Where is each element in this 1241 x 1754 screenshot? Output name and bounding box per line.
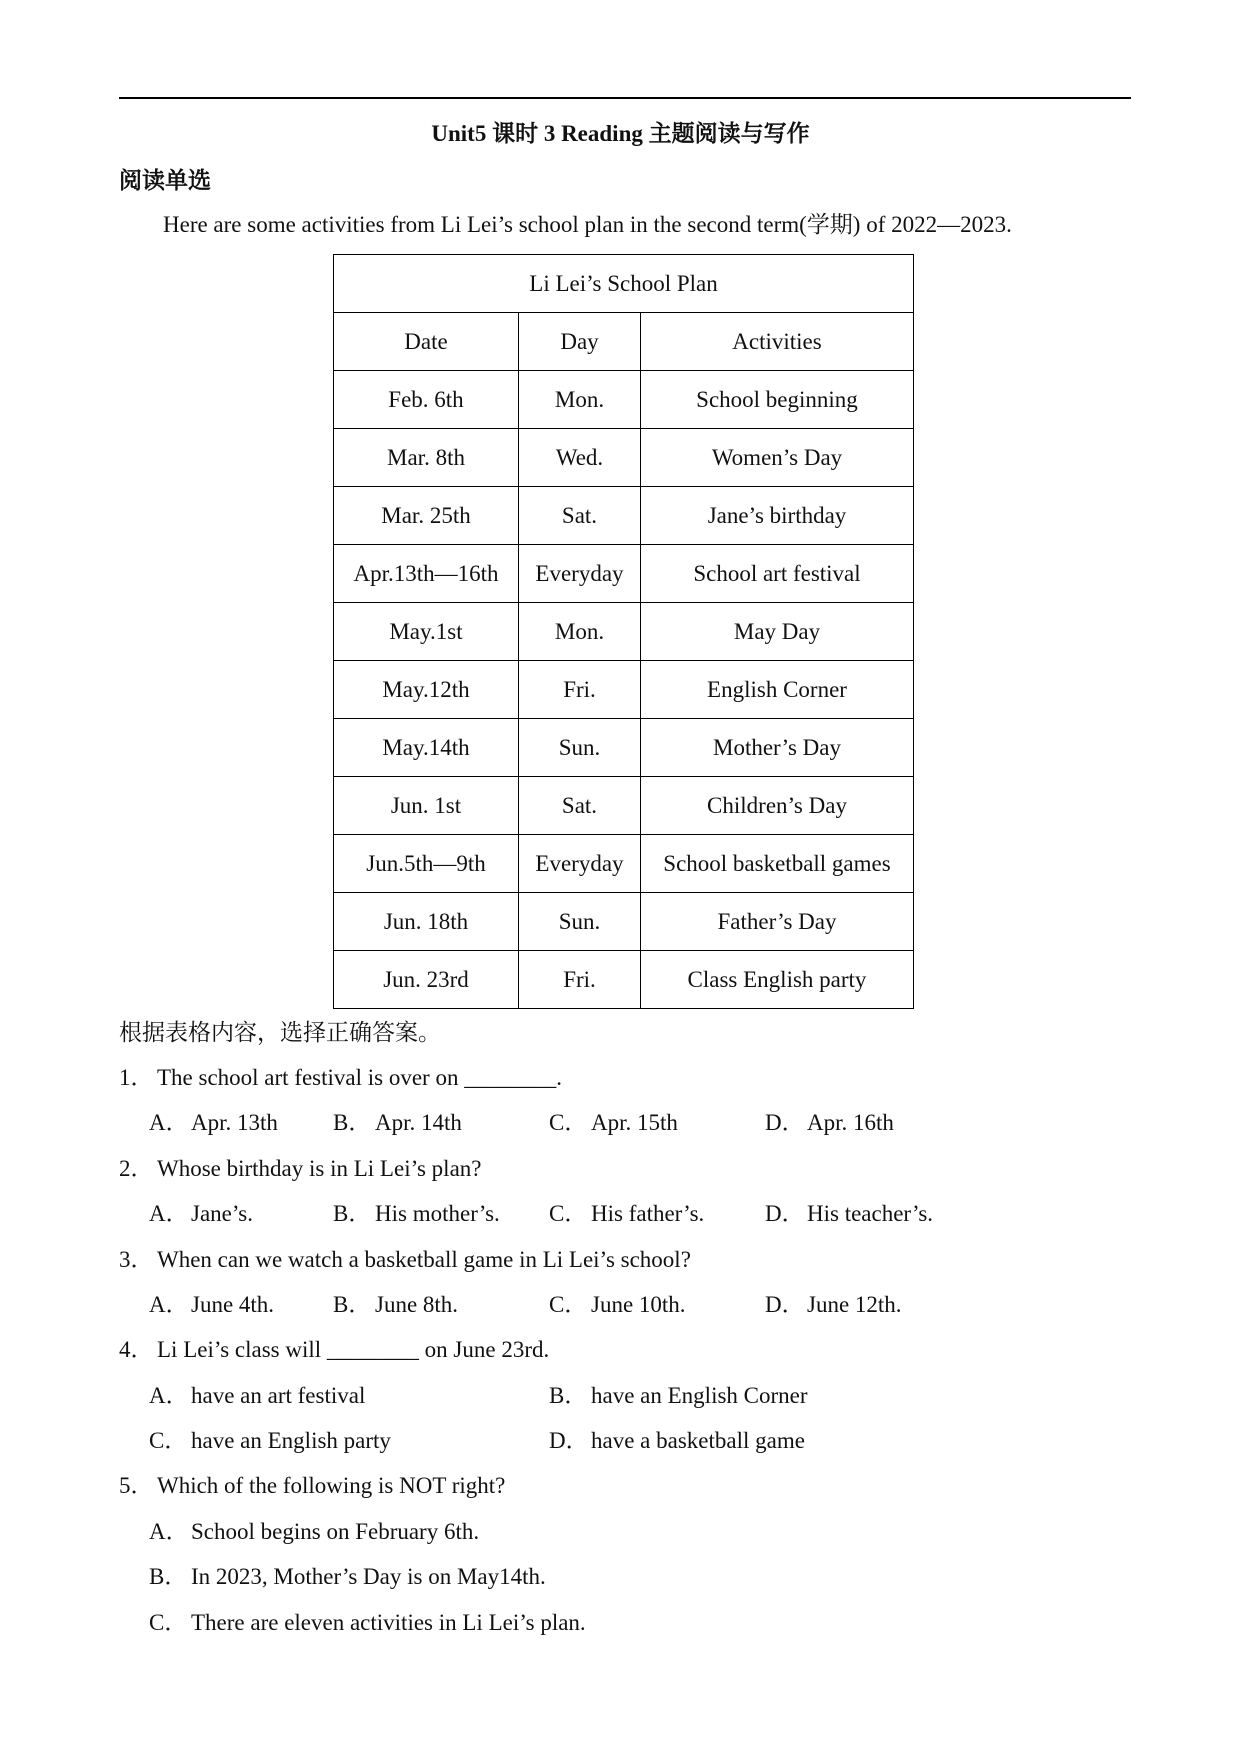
option-letter: C． — [149, 1610, 188, 1635]
question-5 — [119, 1470, 505, 1502]
option-5b[interactable] — [149, 1561, 546, 1593]
cell-activity: Women’s Day — [641, 429, 914, 487]
option-letter: C． — [549, 1110, 588, 1135]
question-3 — [119, 1244, 691, 1276]
option-text: have an art festival — [191, 1383, 366, 1408]
option-2a[interactable] — [149, 1198, 253, 1230]
question-text: When can we watch a basketball game in Li Lei’s school? — [157, 1247, 691, 1272]
cell-day: Sat. — [519, 487, 641, 545]
header-date: Date — [334, 313, 519, 371]
question-number: 3． — [119, 1247, 154, 1272]
option-text: Apr. 14th — [375, 1110, 462, 1135]
question-text: The school art festival is over on ________. — [157, 1065, 562, 1090]
cell-activity: Children’s Day — [641, 777, 914, 835]
table-row — [334, 429, 914, 487]
option-text: His teacher’s. — [807, 1201, 934, 1226]
option-text: have a basketball game — [591, 1428, 805, 1453]
option-1b[interactable] — [333, 1107, 462, 1139]
option-text: June 10th. — [591, 1292, 686, 1317]
section-heading: 阅读单选 — [119, 168, 211, 193]
cell-activity: May Day — [641, 603, 914, 661]
option-text: In 2023, Mother’s Day is on May14th. — [191, 1564, 546, 1589]
question-4 — [119, 1334, 549, 1366]
option-letter: A． — [149, 1292, 189, 1317]
table-row — [334, 545, 914, 603]
option-letter: A． — [149, 1201, 189, 1226]
question-number: 2． — [119, 1156, 154, 1181]
option-text: Apr. 15th — [591, 1110, 678, 1135]
cell-activity: Class English party — [641, 951, 914, 1009]
option-text: Apr. 13th — [191, 1110, 278, 1135]
cell-activity: English Corner — [641, 661, 914, 719]
option-letter: D． — [765, 1292, 805, 1317]
cell-date: Mar. 25th — [334, 487, 519, 545]
cell-date: Mar. 8th — [334, 429, 519, 487]
option-letter: C． — [549, 1201, 588, 1226]
header-day: Day — [519, 313, 641, 371]
option-1d[interactable] — [765, 1107, 894, 1139]
option-3b[interactable] — [333, 1289, 458, 1321]
page-title: Unit5 课时 3 Reading 主题阅读与写作 — [431, 121, 810, 146]
option-1a[interactable] — [149, 1107, 278, 1139]
option-1c[interactable] — [549, 1107, 678, 1139]
option-letter: A． — [149, 1383, 189, 1408]
cell-day: Mon. — [519, 603, 641, 661]
cell-activity: Jane’s birthday — [641, 487, 914, 545]
option-letter: D． — [765, 1110, 805, 1135]
header-rule — [119, 97, 1131, 99]
cell-activity: Father’s Day — [641, 893, 914, 951]
intro-text: Here are some activities from Li Lei’s school plan in the second term(学期) of 2022—2023. — [163, 212, 1012, 237]
option-text: have an English Corner — [591, 1383, 808, 1408]
option-text: Jane’s. — [191, 1201, 253, 1226]
question-2 — [119, 1153, 481, 1185]
cell-date: Feb. 6th — [334, 371, 519, 429]
question-number: 1． — [119, 1065, 154, 1090]
option-4b[interactable] — [549, 1380, 808, 1412]
cell-day: Wed. — [519, 429, 641, 487]
header-activities: Activities — [641, 313, 914, 371]
table-header-row — [334, 313, 914, 371]
cell-day: Everyday — [519, 545, 641, 603]
option-letter: C． — [549, 1292, 588, 1317]
option-letter: A． — [149, 1110, 189, 1135]
cell-date: May.14th — [334, 719, 519, 777]
option-text: have an English party — [191, 1428, 391, 1453]
option-2c[interactable] — [549, 1198, 704, 1230]
option-4a[interactable] — [149, 1380, 365, 1412]
option-letter: C． — [149, 1428, 188, 1453]
cell-day: Fri. — [519, 951, 641, 1009]
option-letter: B． — [549, 1383, 588, 1408]
cell-activity: Mother’s Day — [641, 719, 914, 777]
option-text: His mother’s. — [375, 1201, 500, 1226]
cell-date: Jun. 1st — [334, 777, 519, 835]
option-letter: B． — [149, 1564, 188, 1589]
option-5a[interactable] — [149, 1516, 479, 1548]
school-plan-table — [333, 254, 914, 1009]
cell-day: Sat. — [519, 777, 641, 835]
table-row — [334, 371, 914, 429]
option-letter: B． — [333, 1110, 372, 1135]
option-4c[interactable] — [149, 1425, 391, 1457]
cell-date: May.12th — [334, 661, 519, 719]
instruction-text: 根据表格内容，选择正确答案。 — [119, 1020, 441, 1045]
option-text: June 12th. — [807, 1292, 902, 1317]
cell-activity: School art festival — [641, 545, 914, 603]
option-3d[interactable] — [765, 1289, 902, 1321]
cell-day: Mon. — [519, 371, 641, 429]
table-row — [334, 951, 914, 1009]
option-text: There are eleven activities in Li Lei’s plan. — [191, 1610, 586, 1635]
table-row — [334, 835, 914, 893]
option-5c[interactable] — [149, 1607, 586, 1639]
table-caption-row — [334, 255, 914, 313]
option-text: School begins on February 6th. — [191, 1519, 480, 1544]
question-number: 5． — [119, 1473, 154, 1498]
option-2d[interactable] — [765, 1198, 933, 1230]
table-row — [334, 603, 914, 661]
option-3c[interactable] — [549, 1289, 686, 1321]
option-text: June 8th. — [375, 1292, 459, 1317]
cell-day: Everyday — [519, 835, 641, 893]
cell-day: Fri. — [519, 661, 641, 719]
question-text: Whose birthday is in Li Lei’s plan? — [157, 1156, 482, 1181]
table-caption: Li Lei’s School Plan — [334, 255, 914, 313]
question-1 — [119, 1062, 562, 1094]
cell-day: Sun. — [519, 719, 641, 777]
cell-date: Apr.13th—16th — [334, 545, 519, 603]
cell-activity: School basketball games — [641, 835, 914, 893]
option-letter: A． — [149, 1519, 189, 1544]
table-row — [334, 719, 914, 777]
table-row — [334, 777, 914, 835]
cell-date: May.1st — [334, 603, 519, 661]
cell-activity: School beginning — [641, 371, 914, 429]
cell-date: Jun. 23rd — [334, 951, 519, 1009]
option-text: His father’s. — [591, 1201, 705, 1226]
option-letter: B． — [333, 1201, 372, 1226]
option-letter: B． — [333, 1292, 372, 1317]
question-text: Which of the following is NOT right? — [157, 1473, 506, 1498]
cell-date: Jun.5th—9th — [334, 835, 519, 893]
option-2b[interactable] — [333, 1198, 500, 1230]
question-number: 4． — [119, 1337, 154, 1362]
cell-day: Sun. — [519, 893, 641, 951]
option-text: Apr. 16th — [807, 1110, 894, 1135]
cell-date: Jun. 18th — [334, 893, 519, 951]
option-4d[interactable] — [549, 1425, 805, 1457]
table-row — [334, 487, 914, 545]
table-row — [334, 661, 914, 719]
option-letter: D． — [765, 1201, 805, 1226]
option-text: June 4th. — [191, 1292, 275, 1317]
table-row — [334, 893, 914, 951]
option-3a[interactable] — [149, 1289, 274, 1321]
question-text: Li Lei’s class will ________ on June 23rd. — [157, 1337, 550, 1362]
option-letter: D． — [549, 1428, 589, 1453]
